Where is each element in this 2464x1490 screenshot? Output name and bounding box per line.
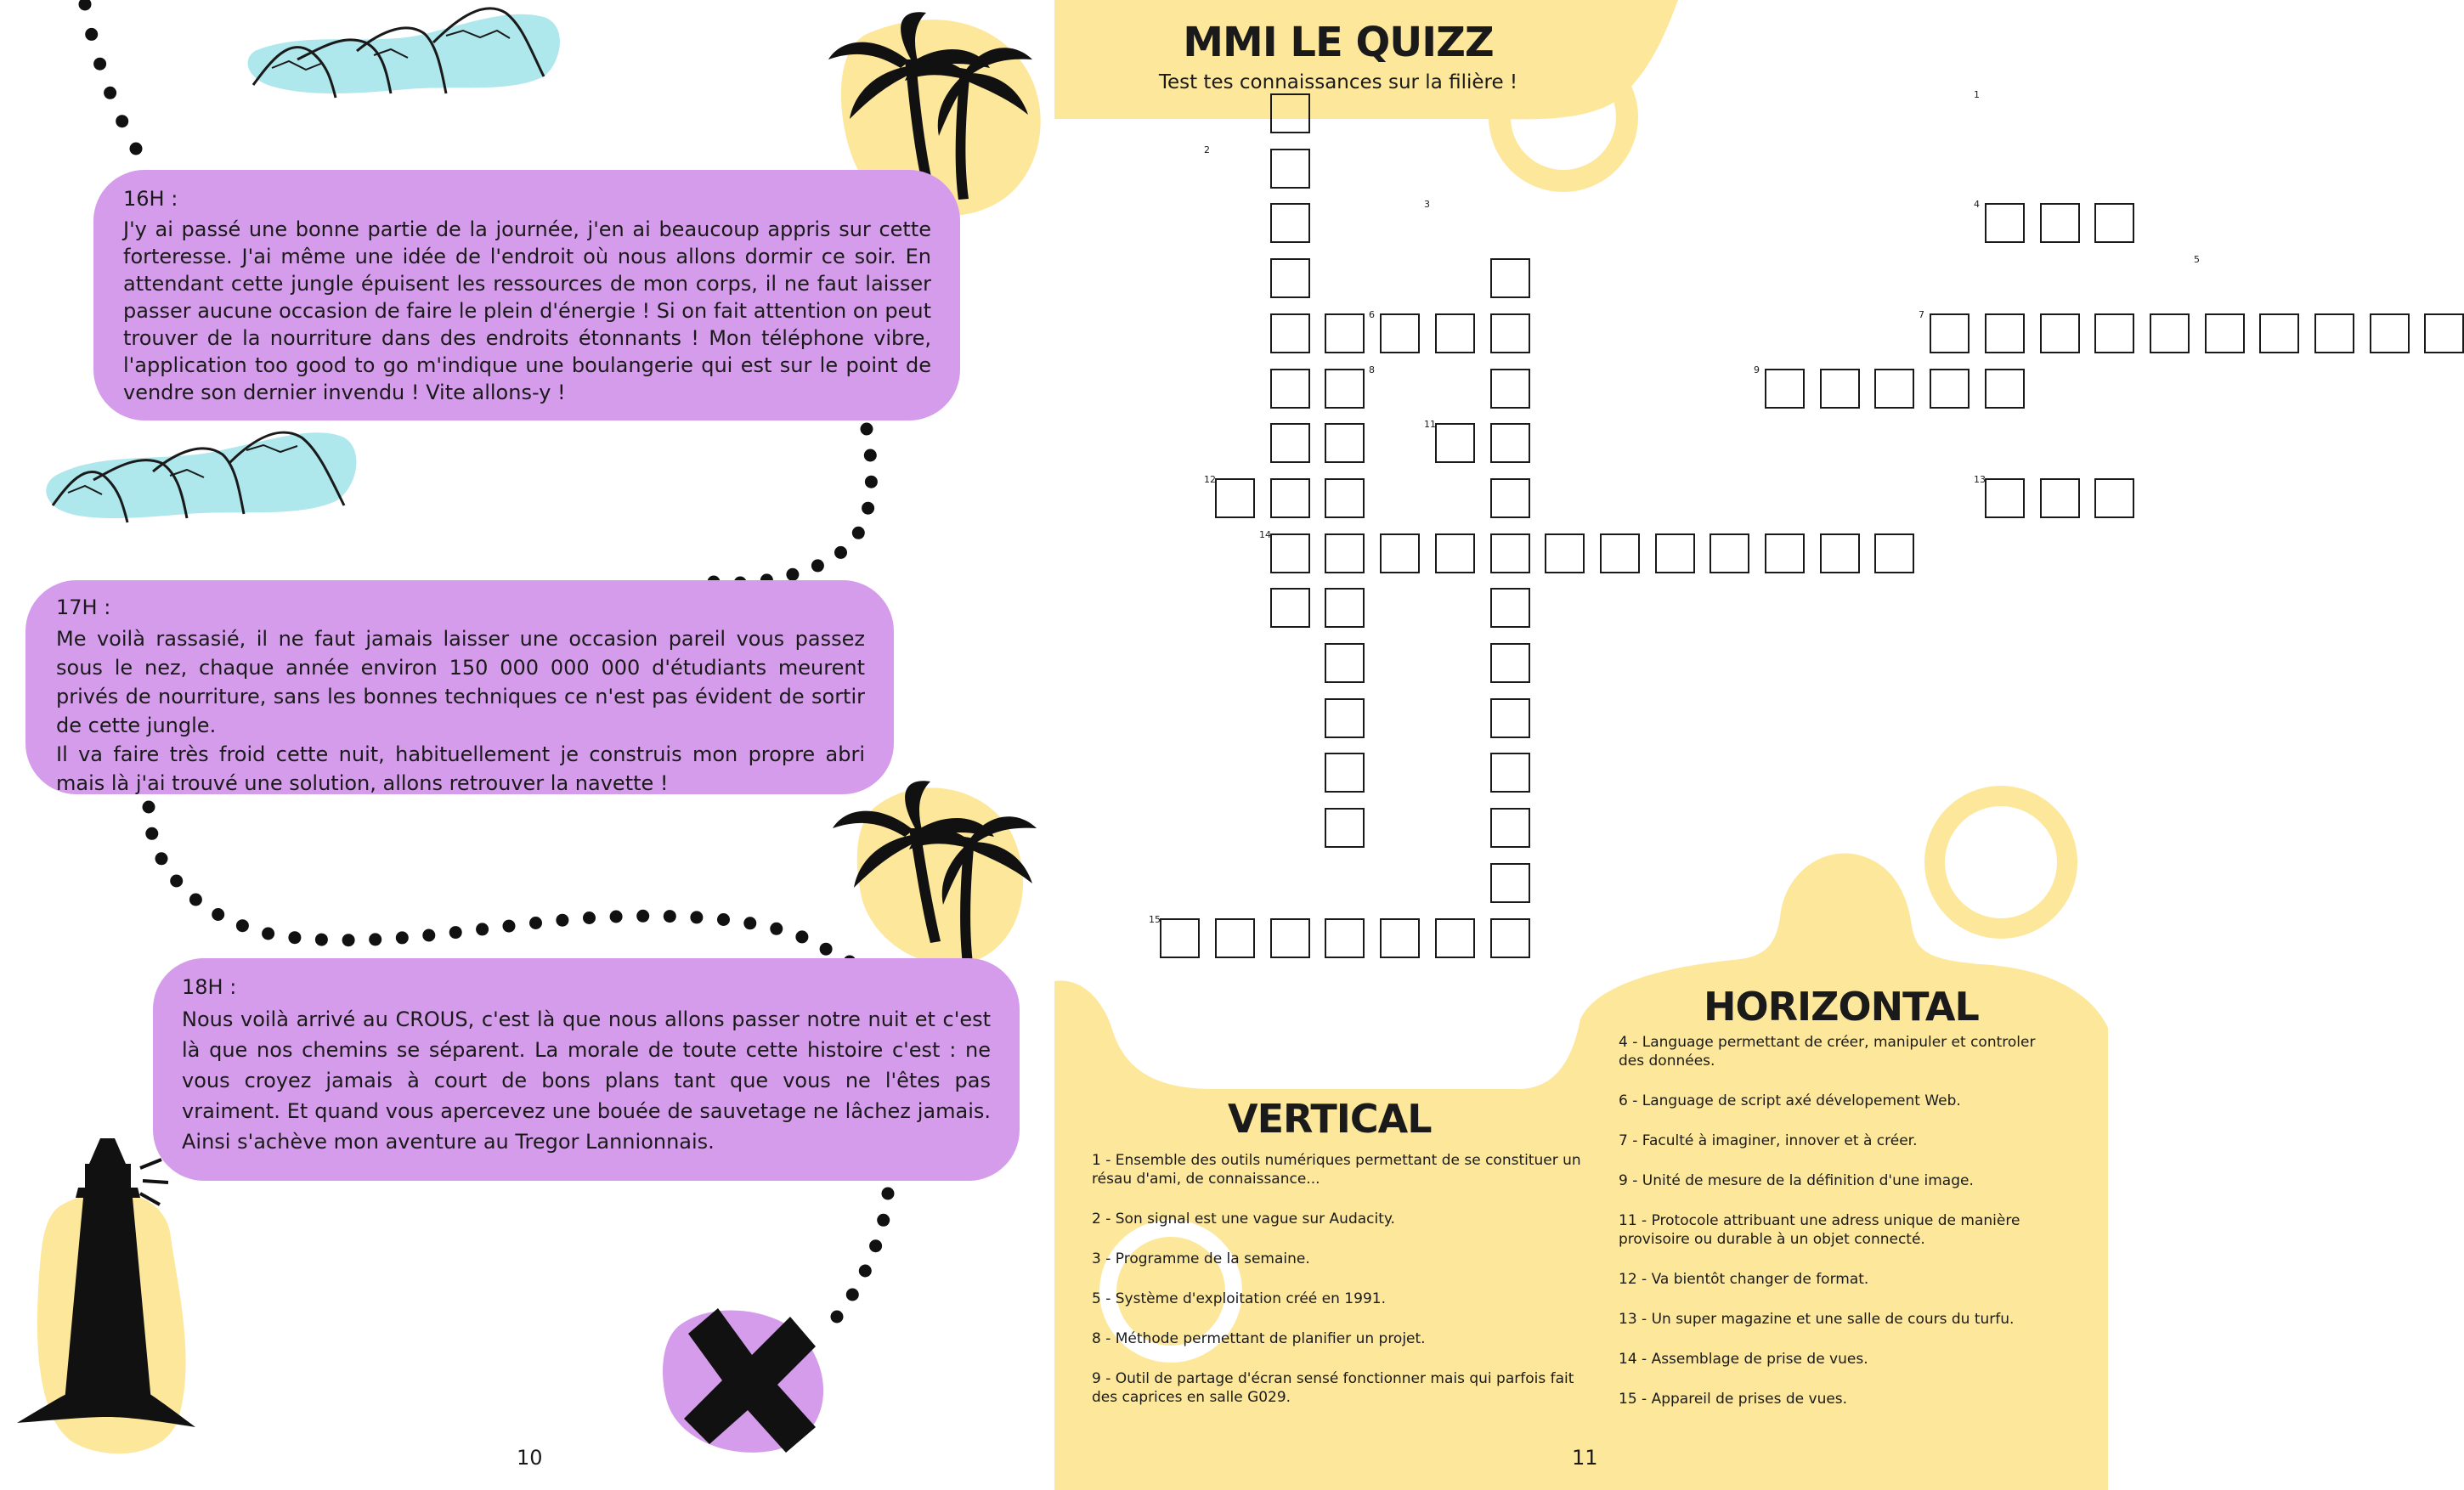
path-dot xyxy=(93,58,106,71)
clue-item: 9 - Unité de mesure de la définition d'une image. xyxy=(1619,1172,1974,1189)
crossword-cell[interactable] xyxy=(1270,478,1310,518)
clue-item: 3 - Programme de la semaine. xyxy=(1092,1250,1310,1267)
vertical-clues xyxy=(1092,1151,1585,1428)
clue-item: 12 - Va bientôt changer de format. xyxy=(1619,1271,1869,1288)
path-dot xyxy=(143,801,155,814)
entry-text: Me voilà rassasié, il ne faut jamais laisser une occasion pareil vous passez sous le nez, chaque année environ 150 000 000 000 d'étudiants meurent privés de nourriture, sans les bonnes techniques ce n'est pas évident de sortir de cette jungle. Il va faire très froid cette nuit, habituellement je construis mon propre abri mais là j'ai trouvé une solution, allons retrouver la navette ! xyxy=(56,627,865,795)
path-dot xyxy=(79,0,92,11)
crossword-number: 8 xyxy=(1369,364,1375,375)
path-dot xyxy=(170,875,183,888)
path-dot xyxy=(583,911,596,924)
path-dot xyxy=(865,476,878,488)
crossword-cell[interactable] xyxy=(1270,203,1310,243)
path-dot xyxy=(155,852,168,865)
crossword-cell[interactable] xyxy=(1490,423,1530,463)
path-dot xyxy=(85,28,98,41)
crossword-cell[interactable] xyxy=(2314,313,2354,353)
crossword-cell[interactable] xyxy=(1490,258,1530,298)
clue-item: 7 - Faculté à imaginer, innover et à créer. xyxy=(1619,1132,1918,1149)
crossword-number: 2 xyxy=(1204,144,1210,155)
crossword-cell[interactable] xyxy=(1270,588,1310,628)
crossword-number: 4 xyxy=(1974,199,1980,210)
path-dot xyxy=(877,1214,890,1227)
ring-icon xyxy=(1935,796,2067,928)
path-dot xyxy=(869,1239,882,1252)
clue-item: 6 - Language de script axé dévelopement Web. xyxy=(1619,1092,1961,1109)
crossword-cell[interactable] xyxy=(1490,643,1530,683)
crossword-cell[interactable] xyxy=(1435,313,1475,353)
crossword-cell[interactable] xyxy=(2094,313,2134,353)
path-dot xyxy=(449,926,462,939)
crossword-cell[interactable] xyxy=(1325,369,1365,409)
crossword-cell[interactable] xyxy=(1985,369,2025,409)
path-dot xyxy=(795,930,808,943)
crossword-cell[interactable] xyxy=(1270,149,1310,189)
crossword-cell[interactable] xyxy=(1710,533,1749,573)
crossword-cell[interactable] xyxy=(1985,313,2025,353)
crossword-cell[interactable] xyxy=(1985,203,2025,243)
crossword-cell[interactable] xyxy=(1435,423,1475,463)
crossword-cell[interactable] xyxy=(1325,918,1365,958)
horizontal-clues xyxy=(1619,1033,2056,1430)
path-dot xyxy=(859,1265,872,1278)
crossword-number: 3 xyxy=(1424,199,1430,210)
clue-item: 8 - Méthode permettant de planifier un projet. xyxy=(1092,1330,1426,1347)
crossword-cell[interactable] xyxy=(1930,313,1970,353)
crossword-cell[interactable] xyxy=(1930,369,1970,409)
crossword-cell[interactable] xyxy=(1325,643,1365,683)
crossword-cell[interactable] xyxy=(1270,93,1310,133)
crossword-cell[interactable] xyxy=(1820,533,1860,573)
clue-item: 9 - Outil de partage d'écran sensé fonctionner mais qui parfois fait des caprices en salle G029. xyxy=(1092,1370,1574,1406)
crossword-cell[interactable] xyxy=(1270,369,1310,409)
path-dot xyxy=(396,931,409,944)
crossword-cell[interactable] xyxy=(1325,808,1365,848)
path-dot xyxy=(262,928,274,940)
quiz-subtitle: Test tes connaissances sur la filière ! xyxy=(1158,71,1518,93)
path-dot xyxy=(503,920,516,933)
path-dot xyxy=(664,910,676,923)
crossword-cell[interactable] xyxy=(2094,203,2134,243)
clue-item: 5 - Système d'exploitation créé en 1991. xyxy=(1092,1290,1386,1307)
path-dot xyxy=(145,827,158,840)
crossword-cell[interactable] xyxy=(1325,478,1365,518)
diary-entry-18h xyxy=(153,958,1020,1181)
crossword-number: 9 xyxy=(1754,364,1760,375)
crossword-cell[interactable] xyxy=(1380,313,1420,353)
diary-entry-16h xyxy=(93,170,960,420)
crossword-cell[interactable] xyxy=(1325,698,1365,738)
crossword-cell[interactable] xyxy=(1545,533,1585,573)
crossword-number: 15 xyxy=(1149,914,1161,925)
crossword-cell[interactable] xyxy=(1490,533,1530,573)
quiz-title: MMI LE QUIZZ xyxy=(1183,19,1494,66)
crossword-cell[interactable] xyxy=(1380,918,1420,958)
crossword-cell[interactable] xyxy=(2150,313,2190,353)
crossword-cell[interactable] xyxy=(2205,313,2245,353)
path-dot xyxy=(820,943,833,956)
crossword-cell[interactable] xyxy=(1270,423,1310,463)
entry-text: Nous voilà arrivé au CROUS, c'est là que nous allons passer notre nuit et c'est là que nos chemins se séparent. La morale de toute cette histoire c'est : ne vous croyez jamais à court de bons plans tant que vous ne l'êtes pas vraiment. Et quand vous apercevez une bouée de sauvetage ne lâchez jamais. Ainsi s'achève mon aventure au Tregor Lannionnais. xyxy=(182,1007,991,1154)
entry-time: 16H : xyxy=(123,187,178,211)
path-dot xyxy=(786,568,799,581)
crossword-number: 12 xyxy=(1204,474,1216,485)
path-dot xyxy=(864,449,877,462)
crossword-cell[interactable] xyxy=(1985,478,2025,518)
crossword-cell[interactable] xyxy=(1655,533,1695,573)
crossword-cell[interactable] xyxy=(1270,533,1310,573)
path-dot xyxy=(690,911,703,923)
crossword-cell[interactable] xyxy=(1490,478,1530,518)
entry-text: J'y ai passé une bonne partie de la journée, j'en ai beaucoup appris sur cette forteresse. J'ai même une idée de l'endroit où nous allons dormir ce soir. En attendant cette jungle épuisent les ressources de mon corps, il ne faut laisser passer aucune occasion de faire le plein d'énergie ! Si on fait attention on peut trouver de la nourriture dans des endroits étonnants ! Mon téléphone vibre, l'application too good to go m'indique une boulangerie qui est sur le point de vendre son dernier invendu ! Vite allons-y ! xyxy=(123,217,931,404)
clue-item: 13 - Un super magazine et une salle de cours du turfu. xyxy=(1619,1311,2015,1328)
path-dot xyxy=(342,934,355,946)
path-dot xyxy=(831,1311,844,1324)
crossword-cell[interactable] xyxy=(1380,533,1420,573)
path-dot xyxy=(422,929,435,942)
path-dot xyxy=(212,908,224,921)
crossword-number: 6 xyxy=(1369,309,1375,320)
path-dot xyxy=(834,546,847,559)
crossword-cell[interactable] xyxy=(1325,533,1365,573)
crossword-number: 5 xyxy=(2194,254,2200,265)
path-dot xyxy=(636,910,649,923)
crossword-cell[interactable] xyxy=(1435,918,1475,958)
crossword-cell[interactable] xyxy=(2040,203,2080,243)
crossword-cell[interactable] xyxy=(2370,313,2410,353)
crossword-cell[interactable] xyxy=(1490,808,1530,848)
crossword-cell[interactable] xyxy=(1490,588,1530,628)
mountains-icon xyxy=(248,8,560,98)
path-dot xyxy=(610,911,623,923)
crossword-number: 1 xyxy=(1974,89,1980,100)
path-dot xyxy=(811,559,824,572)
path-dot xyxy=(236,919,249,932)
path-dot xyxy=(852,527,865,539)
crossword-cell[interactable] xyxy=(2094,478,2134,518)
crossword-number: 13 xyxy=(1974,474,1986,485)
crossword-cell[interactable] xyxy=(1490,753,1530,793)
crossword-cell[interactable] xyxy=(1215,918,1255,958)
crossword-cell[interactable] xyxy=(1435,533,1475,573)
path-dot xyxy=(288,931,301,944)
crossword-cell[interactable] xyxy=(1765,369,1805,409)
path-dot xyxy=(130,143,143,155)
path-dot xyxy=(476,923,489,935)
crossword-cell[interactable] xyxy=(1874,533,1914,573)
crossword-number: 7 xyxy=(1919,309,1924,320)
crossword-cell[interactable] xyxy=(1600,533,1640,573)
clue-item: 2 - Son signal est une vague sur Audacity. xyxy=(1092,1211,1395,1228)
path-dot xyxy=(846,1289,859,1301)
clue-item: 15 - Appareil de prises de vues. xyxy=(1619,1391,1848,1408)
crossword-cell[interactable] xyxy=(1490,918,1530,958)
path-dot xyxy=(556,914,568,927)
crossword-cell[interactable] xyxy=(1490,698,1530,738)
clue-item: 4 - Language permettant de créer, manipuler et controler des données. xyxy=(1619,1034,2036,1070)
path-dot xyxy=(882,1188,895,1200)
entry-time: 17H : xyxy=(56,595,111,619)
path-dot xyxy=(861,423,873,436)
path-dot xyxy=(529,917,542,929)
path-dot xyxy=(743,917,756,929)
crossword-number: 11 xyxy=(1424,419,1436,430)
path-dot xyxy=(369,933,381,945)
crossword-cell[interactable] xyxy=(1325,423,1365,463)
crossword-cell[interactable] xyxy=(2040,478,2080,518)
crossword-cell[interactable] xyxy=(2040,313,2080,353)
crossword-cell[interactable] xyxy=(1215,478,1255,518)
clue-item: 1 - Ensemble des outils numériques permettant de se constituer un résau d'ami, de connaissance... xyxy=(1092,1152,1581,1188)
crossword-cell[interactable] xyxy=(1160,918,1200,958)
page-number-right: 11 xyxy=(1572,1446,1598,1470)
crossword-number: 14 xyxy=(1259,529,1271,540)
crossword-cell[interactable] xyxy=(1325,753,1365,793)
crossword-cell[interactable] xyxy=(1765,533,1805,573)
crossword-cell[interactable] xyxy=(1270,313,1310,353)
crossword-cell[interactable] xyxy=(2259,313,2299,353)
crossword-cell[interactable] xyxy=(1270,918,1310,958)
path-dot xyxy=(189,894,202,906)
entry-time: 18H : xyxy=(182,975,237,999)
path-dot xyxy=(862,502,874,515)
crossword-cell[interactable] xyxy=(1270,258,1310,298)
crossword-cell[interactable] xyxy=(2424,313,2464,353)
clue-item: 11 - Protocole attribuant une adress unique de manière provisoire ou durable à un objet connecté. xyxy=(1619,1212,2020,1248)
crossword-cell[interactable] xyxy=(1325,313,1365,353)
path-dot xyxy=(104,87,116,99)
path-dot xyxy=(770,923,783,935)
diary-entry-17h xyxy=(25,580,894,794)
crossword-cell[interactable] xyxy=(1490,369,1530,409)
clue-item: 14 - Assemblage de prise de vues. xyxy=(1619,1351,1868,1368)
vertical-title: VERTICAL xyxy=(1228,1096,1432,1142)
path-dot xyxy=(717,913,730,926)
horizontal-title: HORIZONTAL xyxy=(1704,984,1979,1030)
crossword-cell[interactable] xyxy=(1820,369,1860,409)
page-number-left: 10 xyxy=(517,1446,543,1470)
path-dot xyxy=(315,934,328,946)
crossword-cell[interactable] xyxy=(1874,369,1914,409)
path-dot xyxy=(116,115,128,127)
crossword-cell[interactable] xyxy=(1325,588,1365,628)
crossword-cell[interactable] xyxy=(1490,863,1530,903)
crossword-cell[interactable] xyxy=(1490,313,1530,353)
mountains-icon xyxy=(46,432,356,522)
